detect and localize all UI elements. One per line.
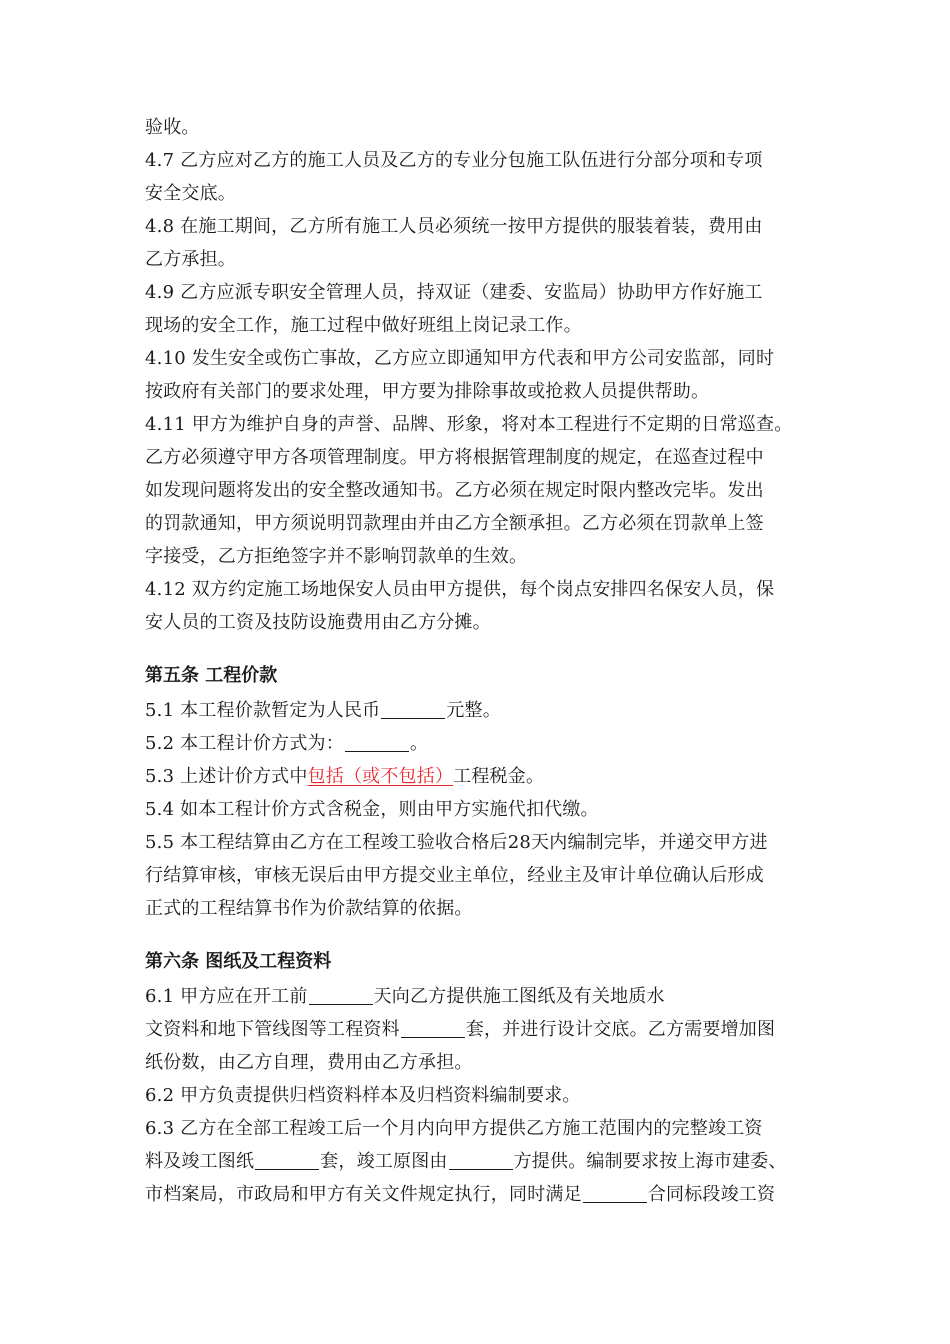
- text-line: [145, 1150, 787, 1174]
- clause-4-11: 4.11 甲方为维护自身的声誉、品牌、形象，将对本工程进行不定期的日常巡查。: [145, 414, 793, 435]
- text-span: 5.1 本工程价款暂定为人民币: [145, 700, 381, 721]
- text-span: 元整。: [446, 700, 501, 721]
- fill-blank: [255, 1151, 319, 1170]
- text-span: 6.1 甲方应在开工前: [145, 986, 308, 1007]
- text-span: 合同标段竣工资: [647, 1184, 776, 1205]
- section-heading-6: 第六条 图纸及工程资料: [145, 951, 332, 972]
- clause-6-3: 6.3 乙方在全部工程竣工后一个月内向甲方提供乙方施工范围内的完整竣工资: [145, 1118, 763, 1139]
- text-line: 正式的工程结算书作为价款结算的依据。: [145, 898, 473, 919]
- text-line: 乙方必须遵守甲方各项管理制度。甲方将根据管理制度的规定，在巡查过程中: [145, 447, 764, 468]
- text-span: 文资料和地下管线图等工程资料: [145, 1019, 400, 1040]
- text-line: 验收。: [145, 117, 200, 138]
- clause-4-12: 4.12 双方约定施工场地保安人员由甲方提供，每个岗点安排四名保安人员，保: [145, 579, 775, 600]
- section-heading-5: 第五条 工程价款: [145, 665, 278, 686]
- clause-4-10: 4.10 发生安全或伤亡事故，乙方应立即通知甲方代表和甲方公司安监部，同时: [145, 348, 775, 369]
- clause-5-5: 5.5 本工程结算由乙方在工程竣工验收合格后28天内编制完毕，并递交甲方进: [145, 832, 768, 853]
- clause-5-2: [145, 732, 428, 756]
- text-line: 现场的安全工作，施工过程中做好班组上岗记录工作。: [145, 315, 582, 336]
- clause-5-4: 5.4 如本工程计价方式含税金，则由甲方实施代扣代缴。: [145, 799, 599, 820]
- clause-5-1: [145, 699, 501, 723]
- clause-4-8: 4.8 在施工期间，乙方所有施工人员必须统一按甲方提供的服装着装，费用由: [145, 216, 763, 237]
- fill-blank: [583, 1184, 647, 1203]
- text-span: 方提供。编制要求按上海市建委、: [513, 1151, 787, 1172]
- clause-6-1: [145, 985, 665, 1009]
- fill-blank: [345, 733, 409, 752]
- text-span: 工程税金。: [453, 766, 545, 787]
- text-span: 料及竣工图纸: [145, 1151, 255, 1172]
- fill-blank: [309, 986, 373, 1005]
- text-line: [145, 1183, 775, 1207]
- text-line: 如发现问题将发出的安全整改通知书。乙方必须在规定时限内整改完毕。发出: [145, 480, 764, 501]
- text-line: 安人员的工资及技防设施费用由乙方分摊。: [145, 612, 491, 633]
- text-line: 的罚款通知，甲方须说明罚款理由并由乙方全额承担。乙方必须在罚款单上签: [145, 513, 764, 534]
- text-span: 5.2 本工程计价方式为：: [145, 733, 344, 754]
- clause-6-2: 6.2 甲方负责提供归档资料样本及归档资料编制要求。: [145, 1085, 581, 1106]
- fill-blank: [449, 1151, 513, 1170]
- text-line: 安全交底。: [145, 183, 236, 204]
- text-line: [145, 1018, 775, 1042]
- clause-4-9: 4.9 乙方应派专职安全管理人员，持双证（建委、安监局）协助甲方作好施工: [145, 282, 763, 303]
- text-line: 纸份数，由乙方自理，费用由乙方承担。: [145, 1052, 473, 1073]
- clause-5-3: [145, 765, 544, 789]
- text-span: 市档案局，市政局和甲方有关文件规定执行，同时满足: [145, 1184, 582, 1205]
- text-span: 。: [409, 733, 429, 754]
- text-span: 套，竣工原图由: [320, 1151, 448, 1172]
- clause-4-7: 4.7 乙方应对乙方的施工人员及乙方的专业分包施工队伍进行分部分项和专项: [145, 150, 763, 171]
- text-span: 5.3 上述计价方式中: [145, 766, 308, 787]
- text-line: 字接受，乙方拒绝签字并不影响罚款单的生效。: [145, 546, 528, 567]
- text-line: 按政府有关部门的要求处理，甲方要为排除事故或抢救人员提供帮助。: [145, 381, 710, 402]
- text-line: 行结算审核，审核无误后由甲方提交业主单位，经业主及审计单位确认后形成: [145, 865, 764, 886]
- text-span: 套，并进行设计交底。乙方需要增加图: [465, 1019, 776, 1040]
- text-span: 天向乙方提供施工图纸及有关地质水: [373, 986, 665, 1007]
- text-line: 乙方承担。: [145, 249, 236, 270]
- highlighted-option: 包括（或不包括）: [307, 766, 454, 787]
- fill-blank: [381, 700, 445, 719]
- fill-blank: [401, 1019, 465, 1038]
